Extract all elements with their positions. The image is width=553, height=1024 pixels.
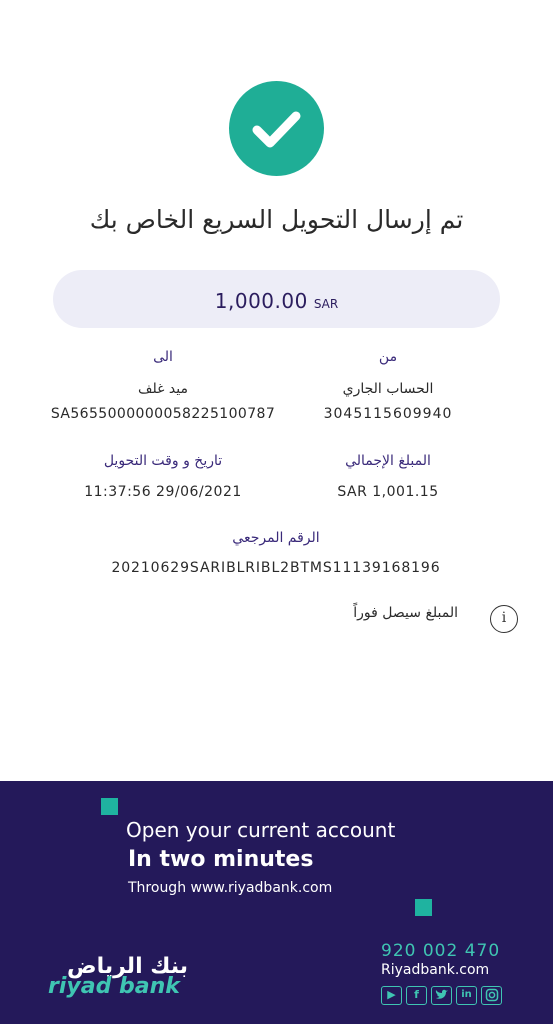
- banner-headline: Open your current account: [126, 818, 396, 842]
- datetime-value: 11:37:56 29/06/2021: [84, 484, 242, 500]
- info-icon[interactable]: i: [490, 605, 518, 633]
- decor-square-icon: [415, 899, 432, 916]
- banner-subheadline: In two minutes: [128, 847, 314, 872]
- social-links: [381, 986, 502, 1006]
- to-label: الى: [153, 349, 173, 365]
- amount-row: [53, 289, 500, 313]
- total-label: المبلغ الإجمالي: [345, 453, 431, 469]
- linkedin-icon[interactable]: in: [456, 986, 477, 1005]
- reference-label: الرقم المرجعي: [232, 530, 320, 546]
- to-iban: SA5655000000058225100787: [50, 406, 276, 422]
- banner-url-text: Through www.riyadbank.com: [128, 880, 333, 896]
- bank-website[interactable]: Riyadbank.com: [381, 962, 490, 978]
- bank-phone[interactable]: 920 002 470: [381, 941, 501, 961]
- from-label: من: [378, 349, 398, 365]
- amount-value: 1,000.00: [214, 289, 308, 313]
- total-value: SAR 1,001.15: [337, 484, 439, 500]
- amount-pill: [53, 270, 500, 328]
- instagram-icon[interactable]: [481, 986, 502, 1005]
- amount-currency: SAR: [313, 297, 339, 311]
- promo-banner[interactable]: [0, 781, 553, 1024]
- decor-square-icon: [101, 798, 118, 815]
- to-account-name: ميد غلف: [138, 381, 188, 397]
- reference-value: 20210629SARIBLRIBL2BTMS11139168196: [111, 560, 441, 576]
- riyad-bank-logo: riyad bank: [48, 974, 180, 999]
- success-badge: [229, 81, 324, 176]
- riyad-bank-logo-arabic: بنك الرياض: [67, 954, 188, 979]
- youtube-icon[interactable]: ▶: [381, 986, 402, 1005]
- info-note: المبلغ سيصل فوراً: [353, 605, 458, 621]
- page-title: تم إرسال التحويل السريع الخاص بك: [89, 205, 464, 234]
- facebook-icon[interactable]: f: [406, 986, 427, 1005]
- datetime-label: تاريخ و وقت التحويل: [103, 453, 223, 469]
- check-icon: [229, 81, 324, 176]
- twitter-icon[interactable]: [431, 986, 452, 1005]
- from-account-number: 3045115609940: [323, 406, 453, 422]
- from-account-name: الحساب الجاري: [342, 381, 434, 397]
